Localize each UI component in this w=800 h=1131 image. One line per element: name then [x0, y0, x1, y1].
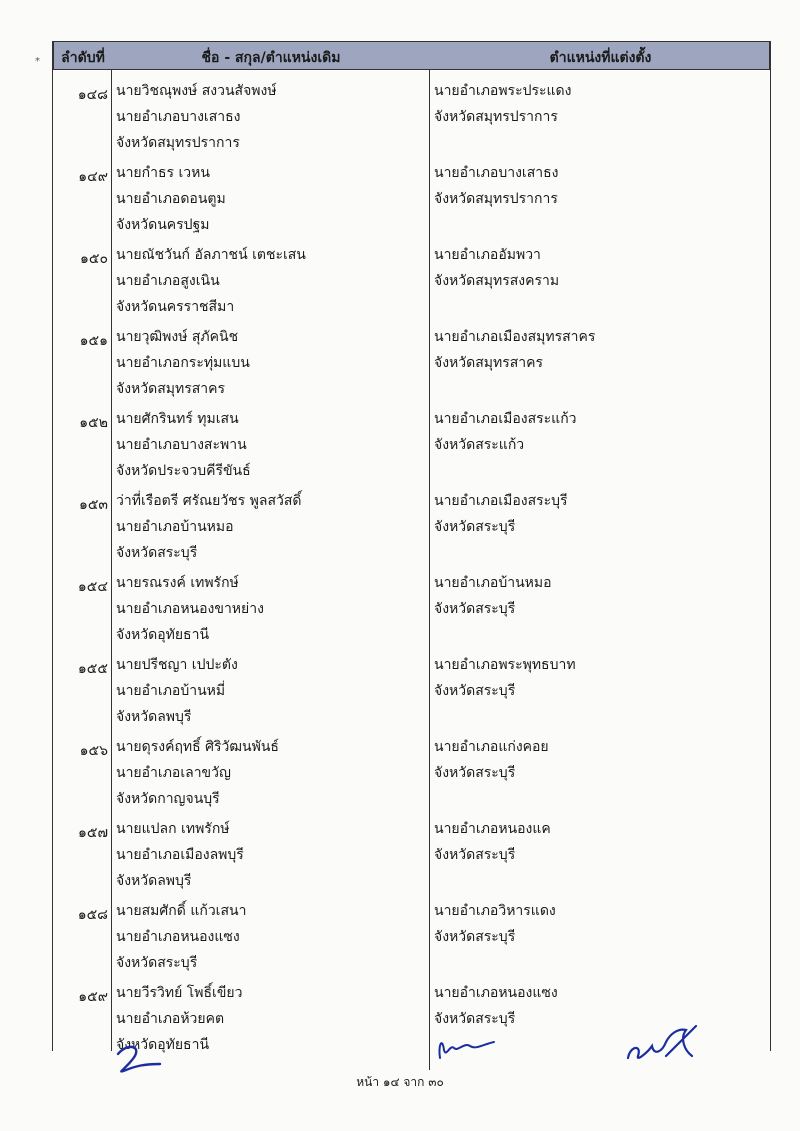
new-position-cell — [434, 242, 764, 294]
former-position: นายอำเภอเลาขวัญ — [116, 765, 231, 781]
former-position-cell — [116, 78, 424, 156]
person-name: ว่าที่เรือตรี ศรัณยวัชร พูลสวัสดิ์ — [116, 493, 302, 509]
former-position-cell — [116, 242, 424, 320]
table-row — [53, 158, 770, 240]
table-row — [53, 814, 770, 896]
new-position: นายอำเภอแก่งคอย — [434, 739, 549, 755]
former-position-cell — [116, 734, 424, 812]
former-province: จังหวัดสระบุรี — [116, 955, 198, 971]
header-col-name: ชื่อ - สกุล/ตำแหน่งเดิม — [201, 50, 341, 66]
former-province: จังหวัดกาญจนบุรี — [116, 791, 220, 807]
new-position-cell — [434, 406, 764, 458]
person-name: นายสมศักดิ์ แก้วเสนา — [116, 903, 247, 919]
row-number: ๑๕๗ — [77, 825, 108, 841]
new-province: จังหวัดสมุทรสงคราม — [434, 273, 560, 289]
person-name: นายศักรินทร์ ทุมเสน — [116, 411, 239, 427]
table-header — [53, 41, 770, 70]
row-number: ๑๕๐ — [79, 251, 108, 267]
new-position: นายอำเภอหนองแซง — [434, 985, 558, 1001]
former-position: นายอำเภอบ้านหมี่ — [116, 683, 226, 699]
new-province: จังหวัดสระบุรี — [434, 519, 516, 535]
person-name: นายรณรงค์ เทพรักษ์ — [116, 575, 239, 591]
row-number: ๑๕๓ — [78, 497, 108, 513]
former-province: จังหวัดนครราชสีมา — [116, 299, 235, 315]
new-position-cell — [434, 570, 764, 622]
former-position-cell — [116, 406, 424, 484]
former-position: นายอำเภอหนองแซง — [116, 929, 240, 945]
person-name: นายแปลก เทพรักษ์ — [116, 821, 230, 837]
person-name: นายปรีชญา เปปะตัง — [116, 657, 238, 673]
new-province: จังหวัดสระบุรี — [434, 683, 516, 699]
former-position-cell — [116, 816, 424, 894]
appointment-table — [52, 41, 771, 1051]
table-row — [53, 486, 770, 568]
former-position: นายอำเภอสูงเนิน — [116, 273, 220, 289]
new-position-cell — [434, 898, 764, 950]
new-position: นายอำเภอเมืองสมุทรสาคร — [434, 329, 596, 345]
new-province: จังหวัดสมุทรปราการ — [434, 191, 558, 207]
table-row — [53, 650, 770, 732]
new-position: นายอำเภอพระประแดง — [434, 83, 572, 99]
signature-2 — [430, 1028, 500, 1064]
table-row — [53, 732, 770, 814]
former-position: นายอำเภอบางเสาธง — [116, 109, 241, 125]
person-name: นายดุรงค์ฤทธิ์ ศิริวัฒนพันธ์ — [116, 739, 279, 755]
new-province: จังหวัดสระบุรี — [434, 847, 516, 863]
new-position: นายอำเภออัมพวา — [434, 247, 541, 263]
new-position-cell — [434, 488, 764, 540]
page-number: หน้า ๑๔ จาก ๓๐ — [356, 1075, 444, 1089]
new-province: จังหวัดสระแก้ว — [434, 437, 525, 453]
new-position-cell — [434, 734, 764, 786]
new-province: จังหวัดสระบุรี — [434, 929, 516, 945]
former-position: นายอำเภอกระทุ่มแบน — [116, 355, 250, 371]
new-province: จังหวัดสมุทรปราการ — [434, 109, 558, 125]
row-number: ๑๕๒ — [79, 415, 108, 431]
former-province: จังหวัดสมุทรสาคร — [116, 381, 226, 397]
former-province: จังหวัดสระบุรี — [116, 545, 198, 561]
person-name: นายกำธร เวหน — [116, 165, 210, 181]
person-name: นายวุฒิพงษ์ สุภัคนิช — [116, 329, 239, 345]
person-name: นายณัชวันก์ อัลภาชน์ เตชะเสน — [116, 247, 306, 263]
new-position-cell — [434, 160, 764, 212]
new-position: นายอำเภอพระพุทธบาท — [434, 657, 576, 673]
row-number: ๑๕๙ — [78, 989, 108, 1005]
former-position: นายอำเภอบ้านหมอ — [116, 519, 234, 535]
former-province: จังหวัดอุทัยธานี — [116, 1037, 210, 1053]
person-name: นายวีรวิทย์ โพธิ์เขียว — [116, 985, 243, 1001]
margin-mark: * — [35, 56, 40, 67]
table-row — [53, 240, 770, 322]
former-position: นายอำเภอเมืองลพบุรี — [116, 847, 244, 863]
former-position: นายอำเภอหนองขาหย่าง — [116, 601, 264, 617]
table-row — [53, 404, 770, 486]
row-number: ๑๔๙ — [78, 169, 108, 185]
signature-3 — [620, 1022, 705, 1067]
header-col-new-position: ตำแหน่งที่แต่งตั้ง — [549, 50, 652, 66]
row-number: ๑๔๘ — [77, 87, 108, 103]
new-position: นายอำเภอวิหารแดง — [434, 903, 556, 919]
row-number: ๑๕๕ — [77, 661, 108, 677]
former-position-cell — [116, 898, 424, 976]
table-row — [53, 322, 770, 404]
table-row — [53, 76, 770, 158]
former-position-cell — [116, 324, 424, 402]
table-row — [53, 896, 770, 978]
new-province: จังหวัดสระบุรี — [434, 765, 516, 781]
former-position: นายอำเภอดอนตูม — [116, 191, 226, 207]
former-province: จังหวัดประจวบคีรีขันธ์ — [116, 463, 251, 479]
person-name: นายวิชณุพงษ์ สงวนสัจพงษ์ — [116, 83, 277, 99]
former-position: นายอำเภอห้วยคต — [116, 1011, 225, 1027]
former-position: นายอำเภอบางสะพาน — [116, 437, 247, 453]
former-position-cell — [116, 570, 424, 648]
row-number: ๑๕๘ — [77, 907, 108, 923]
former-position-cell — [116, 652, 424, 730]
row-number: ๑๕๖ — [79, 743, 108, 759]
new-position: นายอำเภอหนองแค — [434, 821, 551, 837]
new-position: นายอำเภอบางเสาธง — [434, 165, 559, 181]
former-position-cell — [116, 488, 424, 566]
header-col-no: ลำดับที่ — [61, 50, 105, 66]
new-position-cell — [434, 324, 764, 376]
former-province: จังหวัดนครปฐม — [116, 217, 210, 233]
row-number: ๑๕๔ — [77, 579, 108, 595]
new-position: นายอำเภอบ้านหมอ — [434, 575, 552, 591]
former-province: จังหวัดสมุทรปราการ — [116, 135, 240, 151]
new-position-cell — [434, 980, 764, 1032]
former-province: จังหวัดลพบุรี — [116, 709, 192, 725]
new-province: จังหวัดสระบุรี — [434, 601, 516, 617]
new-position-cell — [434, 816, 764, 868]
row-number: ๑๕๑ — [79, 333, 108, 349]
table-row — [53, 568, 770, 650]
former-province: จังหวัดลพบุรี — [116, 873, 192, 889]
former-province: จังหวัดอุทัยธานี — [116, 627, 210, 643]
new-province: จังหวัดสมุทรสาคร — [434, 355, 544, 371]
new-position-cell — [434, 78, 764, 130]
new-province: จังหวัดสระบุรี — [434, 1011, 516, 1027]
new-position: นายอำเภอเมืองสระแก้ว — [434, 411, 577, 427]
new-position: นายอำเภอเมืองสระบุรี — [434, 493, 568, 509]
new-position-cell — [434, 652, 764, 704]
former-position-cell — [116, 160, 424, 238]
